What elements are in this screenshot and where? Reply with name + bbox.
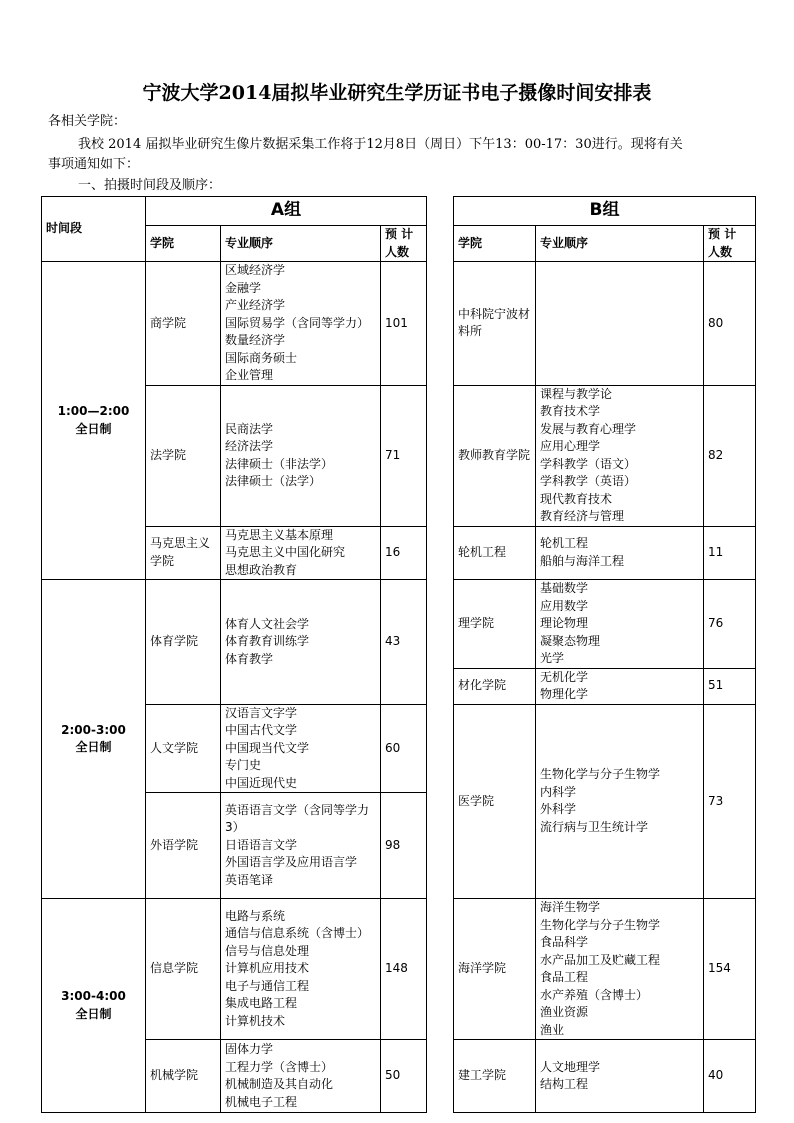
section-heading: 一、拍摄时间段及顺序： [78, 178, 222, 193]
major-item: 体育教育训练学 [225, 634, 310, 648]
major-item: 汉语言文字学 [225, 705, 298, 720]
major-item: 数量经济学 [225, 333, 286, 347]
college-cell: 法学院 [146, 385, 221, 526]
major-item: 英语语言文学（含同等学力3） [225, 802, 370, 835]
count-cell: 101 [381, 262, 427, 386]
page-title: 宁波大学2014届拟毕业研究生学历证书电子摄像时间安排表 [142, 82, 652, 104]
group-spacer [427, 197, 454, 262]
majors-cell [221, 1040, 381, 1113]
count-cell: 50 [381, 1040, 427, 1113]
major-item: 学科教学（语文） [540, 456, 637, 471]
schedule-row [42, 1040, 756, 1113]
count-cell: 98 [381, 793, 427, 899]
majors-cell [536, 704, 704, 899]
salutation: 各相关学院： [48, 114, 127, 129]
count-cell: 60 [381, 704, 427, 793]
major-item: 计算机技术 [225, 1013, 286, 1028]
major-item: 体育教学 [225, 651, 274, 666]
header-time-slot: 时间段 [42, 197, 146, 262]
major-item: 经济法学 [225, 439, 274, 453]
major-item: 英语笔译 [225, 872, 274, 887]
major-item: 食品工程 [540, 970, 589, 984]
major-item: 信号与信息处理 [225, 943, 310, 958]
study-type: 全日制 [75, 421, 112, 436]
header-b-majors: 专业顺序 [536, 226, 704, 262]
college-cell: 轮机工程 [454, 526, 536, 580]
major-item: 国际商务硕士 [225, 350, 298, 365]
schedule-table [41, 196, 756, 1113]
major-item: 水产品加工及贮藏工程 [540, 952, 661, 967]
time-slot-cell [42, 262, 146, 580]
major-item: 法律硕士（非法学） [225, 456, 334, 471]
major-item: 基础数学 [540, 581, 589, 595]
major-item: 水产养殖（含博士） [540, 987, 649, 1002]
major-item: 应用数学 [540, 598, 589, 613]
college-cell: 体育学院 [146, 580, 221, 705]
majors-cell [536, 668, 704, 704]
count-cell: 43 [381, 580, 427, 705]
count-cell: 80 [704, 262, 756, 386]
header-a-college: 学院 [146, 226, 221, 262]
count-cell: 51 [704, 668, 756, 704]
schedule-row [42, 385, 756, 526]
major-item: 通信与信息系统（含博士） [225, 926, 370, 941]
major-item: 结构工程 [540, 1077, 589, 1091]
major-item: 教育技术学 [540, 404, 601, 418]
college-cell: 中科院宁波材料所 [454, 262, 536, 386]
college-cell: 医学院 [454, 704, 536, 899]
majors-cell [536, 526, 704, 580]
major-item: 物理化学 [540, 687, 589, 701]
group-spacer [427, 262, 454, 1113]
notice-line-1: 我校 2014 届拟毕业研究生像片数据采集工作将于12月8日（周日）下午13：00-17：30进行。现将有关 [78, 137, 683, 152]
major-item: 日语语言文学 [225, 837, 298, 852]
time-range: 2:00-3:00 [61, 722, 126, 737]
schedule-row [42, 580, 756, 669]
major-item: 体育人文社会学 [225, 616, 310, 631]
major-item: 轮机工程 [540, 536, 589, 551]
majors-cell [536, 385, 704, 526]
count-cell: 82 [704, 385, 756, 526]
time-range: 1:00—2:00 [57, 404, 130, 418]
majors-cell [221, 580, 381, 705]
major-item: 无机化学 [540, 669, 589, 684]
major-item: 生物化学与分子生物学 [540, 767, 661, 782]
college-cell: 商学院 [146, 262, 221, 386]
majors-cell [221, 526, 381, 580]
major-item: 渔业资源 [540, 1005, 589, 1019]
major-item: 外国语言学及应用语言学 [225, 855, 358, 870]
count-cell: 16 [381, 526, 427, 580]
time-slot-cell [42, 899, 146, 1113]
header-a-majors: 专业顺序 [221, 226, 381, 262]
major-item: 法律硕士（法学） [225, 474, 322, 488]
majors-cell [221, 704, 381, 793]
major-item: 生物化学与分子生物学 [540, 917, 661, 932]
college-cell: 材化学院 [454, 668, 536, 704]
notice-line-2: 事项通知如下： [48, 157, 140, 172]
header-b-college: 学院 [454, 226, 536, 262]
major-item: 渔业 [540, 1022, 565, 1037]
major-item: 工程力学（含博士） [225, 1059, 334, 1074]
major-item: 人文地理学 [540, 1059, 601, 1074]
major-item: 教育经济与管理 [540, 509, 625, 523]
major-item: 马克思主义基本原理 [225, 527, 334, 542]
majors-cell [221, 262, 381, 386]
major-item: 食品科学 [540, 935, 589, 949]
majors-cell [536, 262, 704, 386]
schedule-row [42, 262, 756, 386]
college-cell: 理学院 [454, 580, 536, 669]
schedule-row [42, 526, 756, 580]
header-b-count: 预 计 人数 [704, 226, 756, 262]
major-item: 电路与系统 [225, 908, 286, 923]
majors-cell [221, 793, 381, 899]
count-cell: 148 [381, 899, 427, 1040]
college-cell: 机械学院 [146, 1040, 221, 1113]
major-item: 国际贸易学（含同等学力） [225, 315, 370, 330]
schedule-row [42, 899, 756, 1040]
major-item: 学科教学（英语） [540, 474, 637, 488]
major-item: 现代教育技术 [540, 491, 613, 506]
college-cell: 信息学院 [146, 899, 221, 1040]
major-item: 专门史 [225, 758, 262, 772]
major-item: 中国近现代史 [225, 775, 298, 790]
time-slot-cell [42, 580, 146, 899]
college-cell: 人文学院 [146, 704, 221, 793]
count-cell: 73 [704, 704, 756, 899]
major-item: 机械制造及其自动化 [225, 1077, 334, 1091]
major-item: 区域经济学 [225, 263, 286, 277]
college-cell: 建工学院 [454, 1040, 536, 1113]
college-cell: 海洋学院 [454, 899, 536, 1040]
count-cell: 40 [704, 1040, 756, 1113]
major-item: 内科学 [540, 784, 577, 799]
count-cell: 76 [704, 580, 756, 669]
schedule-row [42, 704, 756, 793]
study-type: 全日制 [75, 1006, 112, 1021]
major-item: 发展与教育心理学 [540, 421, 637, 436]
major-item: 机械电子工程 [225, 1094, 298, 1109]
major-item: 集成电路工程 [225, 996, 298, 1011]
majors-cell [536, 899, 704, 1040]
time-range: 3:00-4:00 [61, 989, 126, 1003]
major-item: 流行病与卫生统计学 [540, 819, 649, 834]
header-a-count: 预 计 人数 [381, 226, 427, 262]
major-item: 中国古代文学 [225, 723, 298, 737]
major-item: 金融学 [225, 280, 262, 295]
major-item: 企业管理 [225, 368, 274, 382]
majors-cell [221, 899, 381, 1040]
header-group-a: A组 [146, 197, 427, 226]
count-cell: 154 [704, 899, 756, 1040]
college-cell: 外语学院 [146, 793, 221, 899]
major-item: 光学 [540, 651, 565, 665]
major-item: 凝聚态物理 [540, 633, 601, 648]
major-item: 海洋生物学 [540, 900, 601, 914]
major-item: 应用心理学 [540, 439, 601, 453]
major-item: 理论物理 [540, 616, 589, 630]
majors-cell [221, 385, 381, 526]
majors-cell [536, 580, 704, 669]
major-item: 课程与教学论 [540, 386, 613, 401]
count-cell: 11 [704, 526, 756, 580]
major-item: 计算机应用技术 [225, 961, 310, 976]
major-item: 船舶与海洋工程 [540, 553, 625, 568]
major-item: 民商法学 [225, 421, 274, 436]
college-cell: 教师教育学院 [454, 385, 536, 526]
major-item: 外科学 [540, 802, 577, 817]
major-item: 中国现当代文学 [225, 740, 310, 755]
major-item: 产业经济学 [225, 298, 286, 312]
major-item: 思想政治教育 [225, 562, 298, 577]
header-group-b: B组 [454, 197, 756, 226]
study-type: 全日制 [75, 740, 112, 754]
majors-cell [536, 1040, 704, 1113]
major-item: 固体力学 [225, 1042, 274, 1056]
major-item: 马克思主义中国化研究 [225, 545, 346, 559]
college-cell: 马克思主义学院 [146, 526, 221, 580]
count-cell: 71 [381, 385, 427, 526]
major-item: 电子与通信工程 [225, 978, 310, 993]
